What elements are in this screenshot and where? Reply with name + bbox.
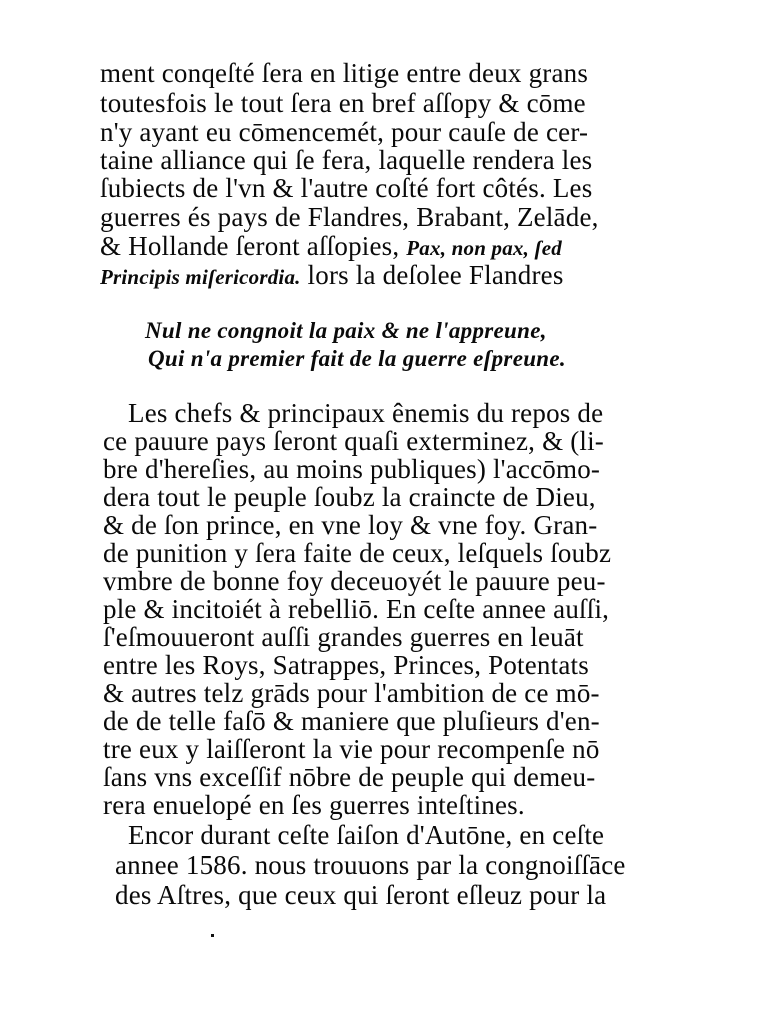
text-run: lors la deſolee Flandres (307, 260, 564, 290)
text-line: ce pauure pays ſeront quaſi exterminez, & (li- (103, 426, 605, 456)
verse-line: Qui n'a premier fait de la guerre eſpreune. (148, 346, 566, 371)
text-line: tre eux y laiſſeront la vie pour recompenſe nō (103, 734, 600, 764)
text-line: ſans vns exceſſif nōbre de peuple qui demeu- (103, 762, 596, 792)
text-run: & Hollande ſeront aſſopies, (100, 231, 400, 261)
latin-phrase: Pax, non pax, ſed (406, 236, 562, 260)
text-line: dera tout le peuple ſoubz la craincte de Dieu, (103, 482, 596, 512)
text-line: de de telle faſō & maniere que pluſieurs d'en- (103, 706, 600, 736)
text-line: des Aſtres, que ceux qui ſeront eſleuz pour la (115, 880, 607, 910)
ink-speck (211, 934, 214, 937)
text-line: toutesfois le tout ſera en bref aſſopy & cōme (100, 88, 586, 118)
text-line: n'y ayant eu cōmencemét, pour cauſe de cer- (100, 117, 589, 147)
text-line: ſubiects de l'vn & l'autre coſté fort côtés. Les (100, 173, 593, 203)
text-line: Encor durant ceſte ſaiſon d'Autōne, en ceſte (128, 820, 605, 850)
text-line: & de ſon prince, en vne loy & vne foy. Gran- (103, 510, 598, 540)
text-line: guerres és pays de Flandres, Brabant, Zelāde, (100, 202, 599, 232)
text-line (100, 260, 564, 292)
verse-line: Nul ne congnoit la paix & ne l'appreune, (145, 318, 547, 343)
text-line: annee 1586. nous trouuons par la congnoiſſāce (115, 850, 626, 880)
text-line (100, 231, 562, 263)
text-line: bre d'hereſies, au moins publiques) l'accōmo- (103, 454, 601, 484)
text-line: vmbre de bonne foy deceuoyét le pauure peu- (103, 566, 606, 596)
text-line: & autres telz grāds pour l'ambition de ce mō- (103, 678, 600, 708)
text-line: ſ'eſmouueront auſſi grandes guerres en leuāt (103, 622, 584, 652)
text-line: taine alliance qui ſe fera, laquelle rendera les (100, 145, 593, 175)
text-line: rera enuelopé en ſes guerres inteſtines. (103, 790, 525, 820)
latin-phrase: Principis miſericordia. (100, 265, 301, 289)
text-line: ment conqeſté ſera en litige entre deux grans (100, 58, 589, 88)
text-line: ple & incitoiét à rebelliō. En ceſte annee auſſi, (103, 594, 610, 624)
text-line: de punition y ſera faite de ceux, leſquels ſoubz (103, 538, 612, 568)
text-line: Les chefs & principaux ênemis du repos de (128, 398, 604, 428)
text-line: entre les Roys, Satrappes, Princes, Potentats (103, 650, 589, 680)
